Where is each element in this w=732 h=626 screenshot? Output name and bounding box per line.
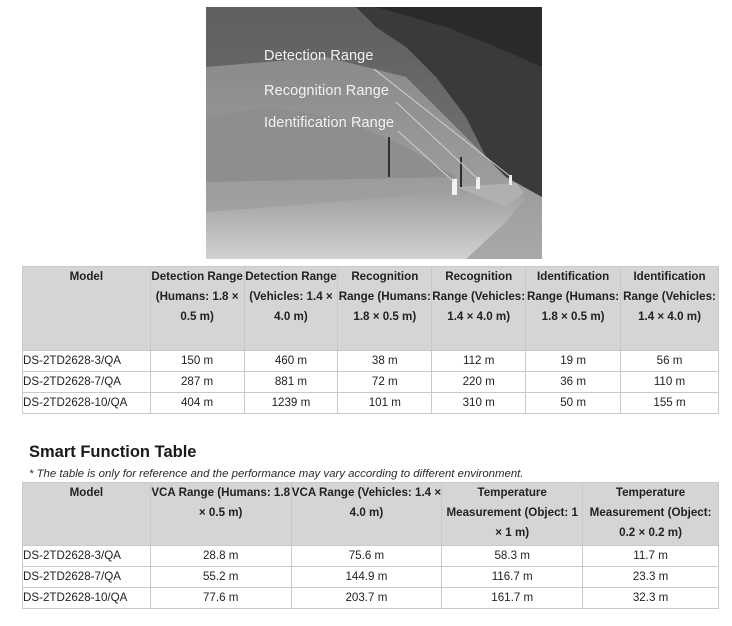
value-cell: 881 m <box>244 372 338 393</box>
value-cell: 287 m <box>150 372 244 393</box>
table-row <box>23 588 719 609</box>
value-cell: 220 m <box>432 372 526 393</box>
table-row <box>23 351 719 372</box>
identification-range-label: Identification Range <box>264 115 395 131</box>
value-cell: 36 m <box>526 372 621 393</box>
model-cell: DS-2TD2628-7/QA <box>23 372 151 393</box>
value-cell: 116.7 m <box>442 567 583 588</box>
model-cell: DS-2TD2628-10/QA <box>23 588 151 609</box>
value-cell: 38 m <box>338 351 432 372</box>
table-row <box>23 372 719 393</box>
header-cell: VCA Range (Vehicles: 1.4 × 4.0 m) <box>291 483 442 546</box>
value-cell: 23.3 m <box>583 567 719 588</box>
value-cell: 28.8 m <box>150 546 291 567</box>
value-cell: 161.7 m <box>442 588 583 609</box>
model-cell: DS-2TD2628-10/QA <box>23 393 151 414</box>
value-cell: 50 m <box>526 393 621 414</box>
header-cell: Identification Range (Vehicles: 1.4 × 4.0 m) <box>621 267 719 351</box>
value-cell: 77.6 m <box>150 588 291 609</box>
smart-function-table <box>22 482 719 609</box>
model-cell: DS-2TD2628-7/QA <box>23 567 151 588</box>
value-cell: 75.6 m <box>291 546 442 567</box>
value-cell: 112 m <box>432 351 526 372</box>
value-cell: 101 m <box>338 393 432 414</box>
value-cell: 19 m <box>526 351 621 372</box>
header-cell: VCA Range (Humans: 1.8 × 0.5 m) <box>150 483 291 546</box>
range-table <box>22 266 719 414</box>
value-cell: 32.3 m <box>583 588 719 609</box>
value-cell: 310 m <box>432 393 526 414</box>
table-row <box>23 393 719 414</box>
detection-range-label: Detection Range <box>264 48 374 64</box>
value-cell: 460 m <box>244 351 338 372</box>
value-cell: 58.3 m <box>442 546 583 567</box>
model-cell: DS-2TD2628-3/QA <box>23 546 151 567</box>
range-table-header-row <box>23 267 719 351</box>
smart-table-header-row <box>23 483 719 546</box>
model-cell: DS-2TD2628-3/QA <box>23 351 151 372</box>
header-cell: Temperature Measurement (Object: 1 × 1 m) <box>442 483 583 546</box>
reference-note: * The table is only for reference and the performance may vary according to different environment. <box>29 468 524 480</box>
table-row <box>23 567 719 588</box>
header-cell: Recognition Range (Vehicles: 1.4 × 4.0 m) <box>432 267 526 351</box>
thermal-range-image <box>206 7 542 259</box>
thermal-scene <box>206 7 542 259</box>
value-cell: 203.7 m <box>291 588 442 609</box>
value-cell: 55.2 m <box>150 567 291 588</box>
header-cell: Identification Range (Humans: 1.8 × 0.5 m) <box>526 267 621 351</box>
header-cell: Detection Range (Vehicles: 1.4 × 4.0 m) <box>244 267 338 351</box>
header-cell: Model <box>23 483 151 546</box>
recognition-range-label: Recognition Range <box>264 83 390 99</box>
header-cell: Temperature Measurement (Object: 0.2 × 0.2 m) <box>583 483 719 546</box>
header-cell: Model <box>23 267 151 351</box>
header-cell: Recognition Range (Humans: 1.8 × 0.5 m) <box>338 267 432 351</box>
value-cell: 144.9 m <box>291 567 442 588</box>
table-row <box>23 546 719 567</box>
header-cell: Detection Range (Humans: 1.8 × 0.5 m) <box>150 267 244 351</box>
value-cell: 56 m <box>621 351 719 372</box>
value-cell: 11.7 m <box>583 546 719 567</box>
value-cell: 1239 m <box>244 393 338 414</box>
value-cell: 404 m <box>150 393 244 414</box>
value-cell: 110 m <box>621 372 719 393</box>
value-cell: 150 m <box>150 351 244 372</box>
smart-function-title: Smart Function Table <box>29 443 197 461</box>
value-cell: 155 m <box>621 393 719 414</box>
value-cell: 72 m <box>338 372 432 393</box>
